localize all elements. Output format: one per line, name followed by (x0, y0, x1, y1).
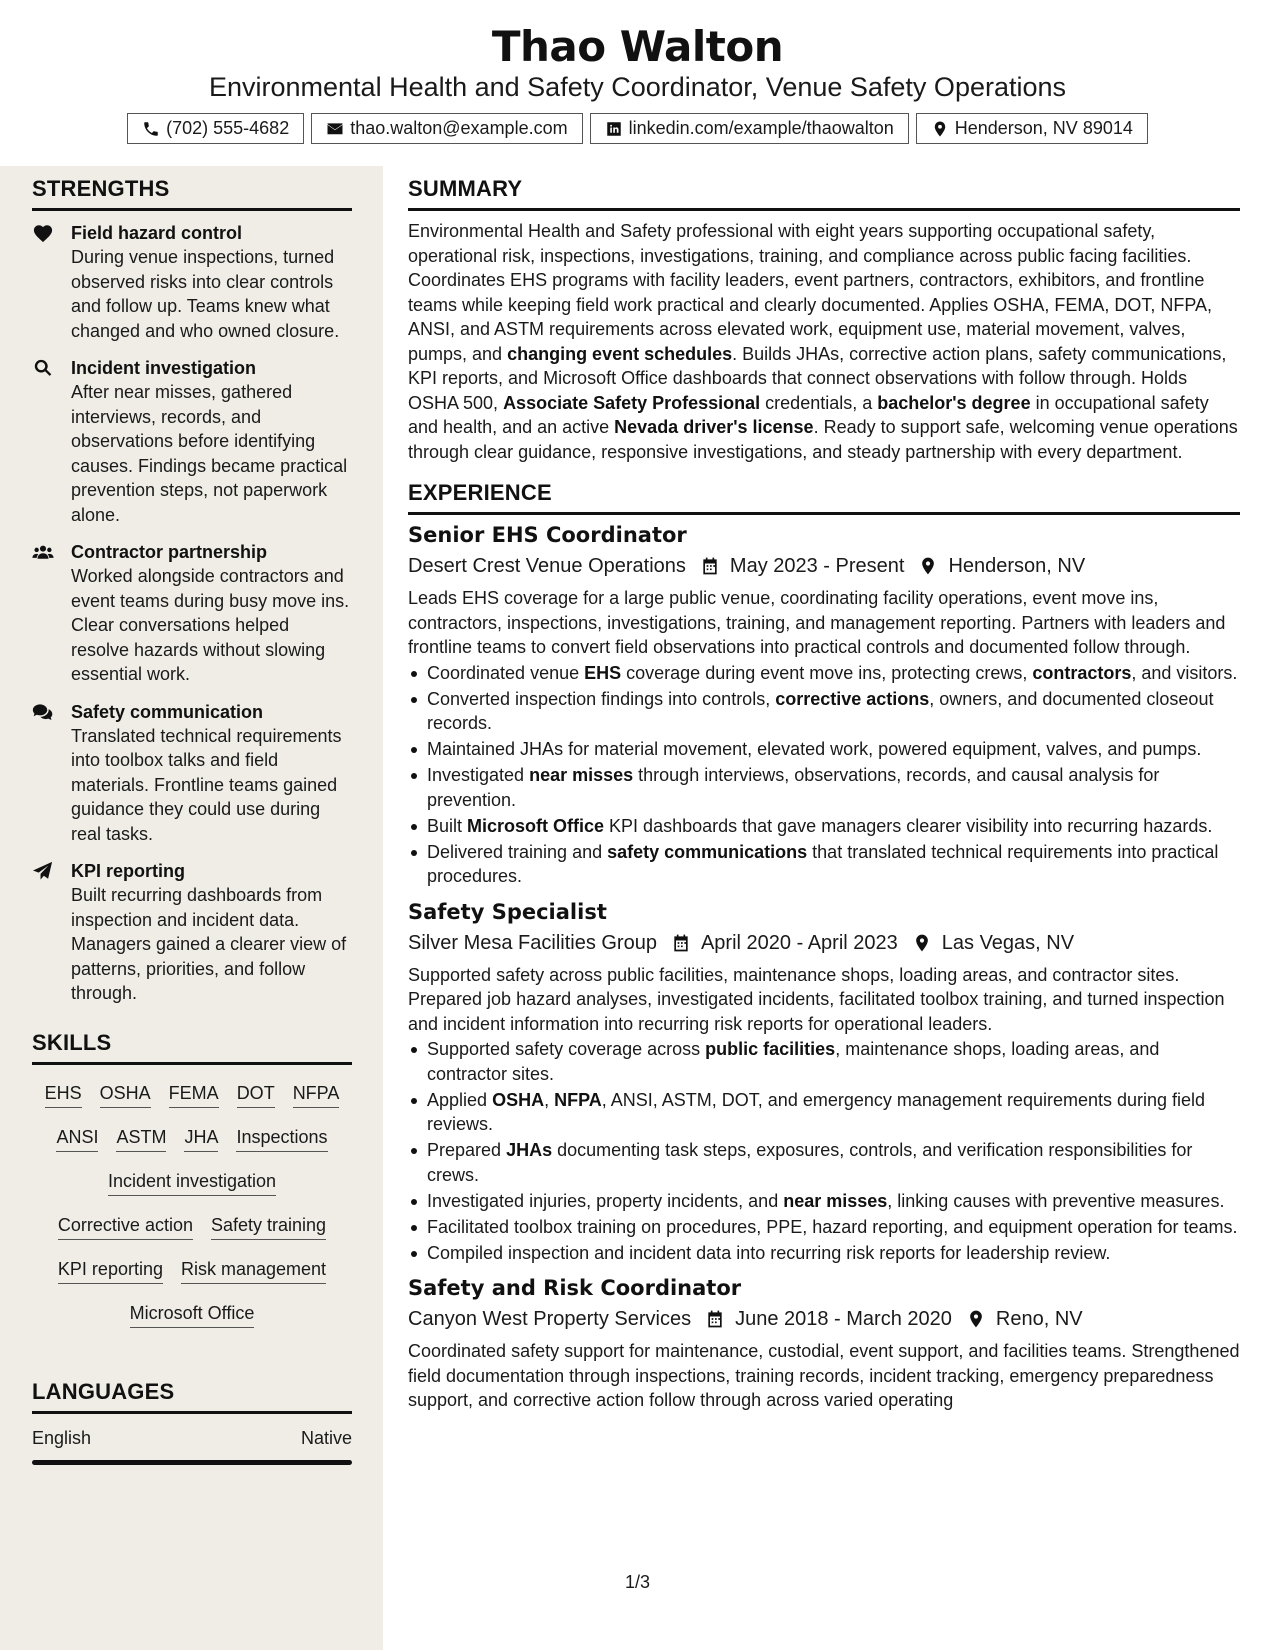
job-bullet: Prepared JHAs documenting task steps, exposures, controls, and verification responsibilities for crews. (408, 1138, 1240, 1187)
strength-desc: Worked alongside contractors and event teams during busy move ins. Clear conversations helped resolve hazards without slowing essential work. (71, 566, 350, 684)
languages-heading: LANGUAGES (32, 1379, 352, 1414)
job-bullets (408, 661, 1240, 889)
contact-location (916, 113, 1148, 144)
strengths-heading: STRENGTHS (32, 176, 352, 211)
job-meta (408, 552, 1240, 580)
language-row (32, 1414, 352, 1450)
skill-tag: DOT (237, 1081, 275, 1108)
map-pin-icon (931, 120, 949, 138)
skill-tag: EHS (45, 1081, 82, 1108)
search-icon (32, 358, 54, 378)
candidate-name: Thao Walton (491, 22, 784, 71)
job-dates: April 2020 - April 2023 (700, 931, 898, 954)
language-proficiency-bar (32, 1460, 352, 1465)
summary-text: Environmental Health and Safety professional with eight years supporting occupational safety, operational risk, inspections, investigations, training, and compliance across public facing facilities. Coordinates EHS programs with facility leaders, event partners, contractors, exhibitors, and frontline teams while keeping field work practical and clearly documented. Applies OSHA, FEMA, DOT, NFPA, ANSI, and ASTM requirements across elevated work, equipment use, material movement, valves, pumps, and changing event schedules. Builds JHAs, corrective action plans, safety communications, KPI reports, and Microsoft Office dashboards that connect observations with follow through. Holds OSHA 500, Associate Safety Professional credentials, a bachelor's degree in occupational safety and health, and an active Nevada driver's license. Ready to support safe, welcoming venue operations through clear guidance, responsive investigations, and steady partnership with every department. (408, 221, 1238, 462)
job-entry (408, 1274, 1240, 1413)
job-bullet: Maintained JHAs for material movement, elevated work, powered equipment, valves, and pumps. (408, 737, 1240, 762)
job-meta (408, 1305, 1240, 1333)
job-bullet: Applied OSHA, NFPA, ANSI, ASTM, DOT, and emergency management requirements during field reviews. (408, 1088, 1240, 1137)
candidate-title: Environmental Health and Safety Coordinator, Venue Safety Operations (208, 72, 1067, 102)
language-level: Native (300, 1427, 352, 1448)
skill-tag: JHA (184, 1125, 218, 1152)
strength-title: KPI reporting (71, 861, 186, 881)
strength-desc: During venue inspections, turned observed risks into clear controls and follow up. Teams knew what changed and who owned closure. (71, 247, 340, 341)
main-content (408, 166, 1240, 1413)
skill-tag: Incident investigation (108, 1169, 276, 1196)
job-bullet: Facilitated toolbox training on procedures, PPE, hazard reporting, and equipment operation for teams. (408, 1215, 1240, 1240)
contact-linkedin-text: linkedin.com/example/thaowalton (628, 118, 894, 138)
strength-desc: After near misses, gathered interviews, records, and observations before identifying causes. Findings became practical prevention steps, not paperwork alone. (71, 382, 348, 525)
job-title: Safety Specialist (408, 899, 607, 924)
strength-item (32, 221, 352, 343)
job-company: Canyon West Property Services (408, 1308, 692, 1330)
map-pin-icon (966, 1309, 986, 1329)
job-bullet: Supported safety coverage across public facilities, maintenance shops, loading areas, and contractor sites. (408, 1037, 1240, 1086)
job-summary: Supported safety across public facilities, maintenance shops, loading areas, and contractor sites. Prepared job hazard analyses, investigated incidents, facilitated toolbox training, and turned inspection and incident information into recurring risk reports for operational leaders. (408, 964, 1225, 1034)
job-bullet: Investigated injuries, property incidents, and near misses, linking causes with preventive measures. (408, 1189, 1240, 1214)
strength-desc: Translated technical requirements into toolbox talks and field materials. Frontline teams gained guidance they could use during real tasks. (71, 725, 342, 844)
skill-tag: ASTM (116, 1125, 166, 1152)
strength-title: Contractor partnership (71, 542, 268, 562)
language-name: English (32, 1427, 92, 1448)
job-title: Senior EHS Coordinator (408, 523, 687, 547)
calendar-icon (700, 556, 720, 576)
job-title: Safety and Risk Coordinator (408, 1276, 742, 1300)
map-pin-icon (912, 933, 932, 953)
contact-bar (0, 113, 1275, 144)
skill-tag: OSHA (100, 1081, 151, 1108)
sidebar (0, 166, 383, 1650)
comments-icon (32, 702, 54, 722)
calendar-icon (671, 933, 691, 953)
skill-tag: Corrective action (58, 1213, 193, 1240)
envelope-icon (326, 120, 344, 138)
job-location: Henderson, NV (948, 555, 1086, 577)
job-meta (408, 929, 1240, 957)
job-bullet: Investigated near misses through interviews, observations, records, and causal analysis for prevention. (408, 763, 1240, 812)
job-dates: June 2018 - March 2020 (735, 1308, 952, 1330)
job-dates: May 2023 - Present (729, 555, 905, 577)
strength-item (32, 356, 352, 527)
job-bullet: Converted inspection findings into controls, corrective actions, owners, and documented closeout records. (408, 687, 1240, 736)
strength-desc: Built recurring dashboards from inspection and incident data. Managers gained a clearer view of patterns, priorities, and follow through. (71, 885, 347, 1003)
job-bullet: Delivered training and safety communications that translated technical requirements into practical procedures. (408, 840, 1240, 889)
strength-title: Incident investigation (71, 358, 257, 378)
phone-icon (142, 120, 160, 138)
skill-tag: Safety training (211, 1213, 326, 1240)
paper-plane-icon (32, 861, 54, 881)
summary-heading: SUMMARY (408, 176, 1240, 211)
job-location: Las Vegas, NV (941, 931, 1075, 954)
job-bullet: Coordinated venue EHS coverage during event move ins, protecting crews, contractors, and visitors. (408, 661, 1240, 686)
contact-email-text: thao.walton@example.com (350, 118, 568, 138)
skills-list (32, 1073, 352, 1337)
skill-tag: FEMA (169, 1081, 219, 1108)
job-bullets (408, 1037, 1240, 1265)
job-entry (408, 521, 1240, 889)
contact-location-text: Henderson, NV 89014 (954, 118, 1133, 138)
skill-tag: Microsoft Office (130, 1301, 255, 1328)
map-pin-icon (918, 556, 938, 576)
job-summary: Leads EHS coverage for a large public venue, coordinating facility operations, event move ins, contractors, inspections, investigations, training, and management reporting. Partners with leaders and frontline teams to convert field observations into practical controls and documented follow through. (408, 588, 1226, 657)
users-icon (32, 542, 54, 562)
skill-tag: Inspections (236, 1125, 327, 1152)
job-company: Desert Crest Venue Operations (408, 555, 686, 577)
contact-email[interactable] (311, 113, 582, 144)
skill-tag: ANSI (56, 1125, 98, 1152)
skill-tag: NFPA (293, 1081, 340, 1108)
contact-phone[interactable] (127, 113, 304, 144)
job-location: Reno, NV (995, 1308, 1083, 1330)
strength-title: Safety communication (71, 701, 264, 722)
job-entry (408, 898, 1240, 1266)
contact-phone-text: (702) 555-4682 (166, 118, 290, 138)
calendar-icon (705, 1309, 725, 1329)
job-bullet: Compiled inspection and incident data into recurring risk reports for leadership review. (408, 1241, 1240, 1266)
skill-tag: KPI reporting (58, 1257, 163, 1284)
linkedin-icon (605, 120, 623, 138)
strength-item (32, 859, 352, 1006)
strength-title: Field hazard control (71, 223, 243, 243)
job-company: Silver Mesa Facilities Group (408, 931, 657, 954)
job-bullet: Built Microsoft Office KPI dashboards that gave managers clearer visibility into recurring hazards. (408, 814, 1240, 839)
strength-item (32, 540, 352, 687)
heart-icon (32, 223, 54, 243)
resume-header (0, 0, 1275, 160)
contact-linkedin[interactable] (590, 113, 909, 144)
page-number: 1/3 (624, 1572, 651, 1592)
job-summary: Coordinated safety support for maintenance, custodial, event support, and facilities teams. Strengthened field documentation through inspections, training records, incident tracking, emergency preparedness support, and corrective action follow through across varied operating (408, 1341, 1240, 1410)
experience-heading: EXPERIENCE (408, 480, 1240, 515)
strength-item (32, 700, 352, 847)
skill-tag: Risk management (181, 1257, 326, 1284)
skills-heading: SKILLS (32, 1030, 352, 1065)
